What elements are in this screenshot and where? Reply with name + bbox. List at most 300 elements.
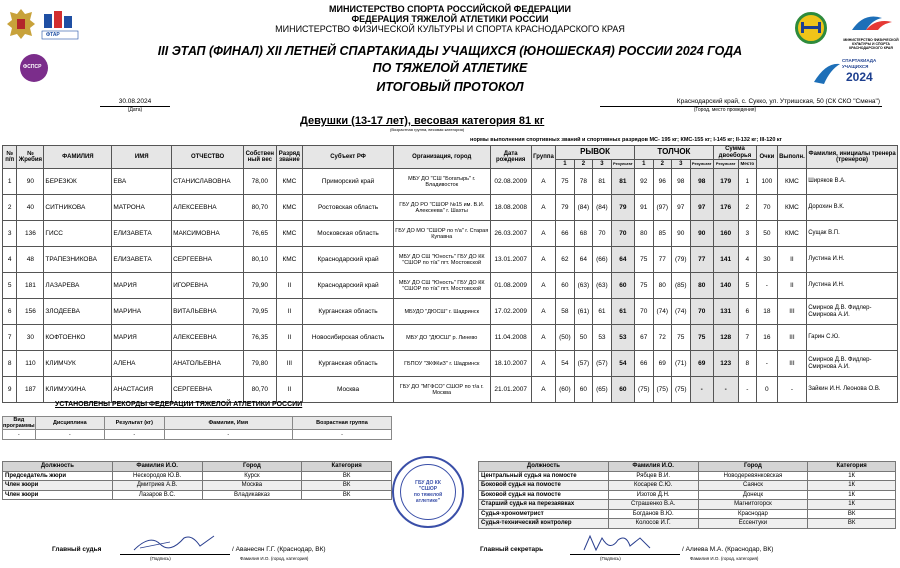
athlete-total: -	[713, 377, 738, 403]
athlete-s2: 68	[574, 221, 593, 247]
secretary-signature	[580, 530, 670, 554]
athlete-c1: 67	[635, 325, 654, 351]
athlete-s1: (60)	[556, 377, 575, 403]
athlete-row	[3, 377, 898, 403]
athlete-place: 2	[3, 195, 17, 221]
col-snatch: РЫВОК	[556, 146, 635, 160]
krai-ministry-logo	[842, 10, 900, 50]
athlete-s1: 75	[556, 169, 575, 195]
athlete-s2: (63)	[574, 273, 593, 299]
athlete-c2: (75)	[653, 377, 672, 403]
athlete-s1: 54	[556, 351, 575, 377]
athlete-region: Курганская область	[303, 299, 394, 325]
spartakiada-2024-logo	[812, 58, 900, 88]
athlete-name: АНАСТАСИЯ	[112, 377, 172, 403]
athlete-done: КМС	[777, 169, 807, 195]
athlete-cr: 69	[690, 351, 713, 377]
athlete-s1: (50)	[556, 325, 575, 351]
athlete-region: Московская область	[303, 221, 394, 247]
athlete-place: 5	[3, 273, 17, 299]
athlete-row	[3, 299, 898, 325]
col-total: Сумма двоеборья	[713, 146, 756, 160]
judge-city: Саянск	[698, 481, 808, 491]
col-dob: Дата рождения	[490, 146, 531, 169]
athlete-coach: Смирнов Д.В. Фидлер-Смирнова А.И.	[807, 299, 898, 325]
athlete-org: ГБУ ДО МО "СШОР по т/а" г. Старая Купавна	[393, 221, 490, 247]
athlete-done: II	[777, 273, 807, 299]
judge-city: Курск	[202, 471, 302, 481]
athlete-place: 9	[3, 377, 17, 403]
chief-judge-name-caption: Фамилия И.О. (город, категория)	[240, 556, 309, 561]
athlete-coach: Лустина И.Н.	[807, 247, 898, 273]
athlete-sr: 61	[611, 299, 634, 325]
judge-row	[479, 481, 896, 491]
judge-row	[3, 471, 392, 481]
athlete-place: 6	[3, 299, 17, 325]
athlete-points: 30	[757, 247, 778, 273]
athlete-lot: 110	[17, 351, 44, 377]
athlete-points: -	[757, 273, 778, 299]
judge-name: Дмитриев А.В.	[112, 481, 202, 491]
judge-city: Владикавказ	[202, 490, 302, 500]
athlete-place: 8	[3, 351, 17, 377]
event-date: 30.08.2024	[118, 98, 152, 105]
judge-row	[3, 490, 392, 500]
judge-row	[479, 519, 896, 529]
federation-heading: ФЕДЕРАЦИЯ ТЯЖЕЛОЙ АТЛЕТИКИ РОССИИ	[351, 14, 549, 24]
athlete-rank: II	[276, 273, 303, 299]
athlete-org: МБУ ДО СШ "Юность" ГБУ ДО КК "СШОР по т/а" пгт. Мостовской	[393, 273, 490, 299]
athlete-c3: 90	[672, 221, 691, 247]
athlete-name: ЕЛИЗАВЕТА	[112, 247, 172, 273]
athlete-c3: (75)	[672, 377, 691, 403]
athlete-c1: 70	[635, 299, 654, 325]
athlete-s2: (84)	[574, 195, 593, 221]
athlete-cr: 77	[690, 247, 713, 273]
athlete-coach: Лустина И.Н.	[807, 273, 898, 299]
athlete-total: 176	[713, 195, 738, 221]
records-cell: -	[3, 430, 36, 440]
athlete-rank: КМС	[276, 169, 303, 195]
judge-category: ВК	[302, 471, 392, 481]
secretary-sign-caption: (Подпись)	[600, 556, 621, 561]
athlete-s1: 62	[556, 247, 575, 273]
judge-row	[479, 509, 896, 519]
athlete-cr: 98	[690, 169, 713, 195]
athlete-surname: ЗЛОДЕЕВА	[44, 299, 112, 325]
athlete-lot: 136	[17, 221, 44, 247]
stamp-line3: по тяжелой	[413, 492, 443, 498]
spartakiada-logo	[795, 12, 827, 44]
col-lot: № Жребия	[17, 146, 44, 169]
athlete-dob: 26.03.2007	[490, 221, 531, 247]
athlete-tplace: 7	[738, 325, 757, 351]
athlete-row	[3, 169, 898, 195]
col-snatch-1: 1	[556, 160, 575, 169]
judge-name: Колосов И.Г.	[608, 519, 698, 529]
chief-judge-sign-caption: (Подпись)	[150, 556, 171, 561]
athlete-name: МАРИНА	[112, 299, 172, 325]
athlete-region: Краснодарский край	[303, 273, 394, 299]
athlete-surname: СИТНИКОВА	[44, 195, 112, 221]
fspsr-logo	[20, 54, 48, 82]
athlete-s1: 58	[556, 299, 575, 325]
athlete-done: III	[777, 351, 807, 377]
athlete-s3: (84)	[593, 195, 612, 221]
athlete-c3: (71)	[672, 351, 691, 377]
athlete-tplace: -	[738, 377, 757, 403]
judge-row	[479, 490, 896, 500]
athlete-c1: 80	[635, 221, 654, 247]
athlete-tplace: 2	[738, 195, 757, 221]
judge-name: Богданов В.Ю.	[608, 509, 698, 519]
athlete-coach: Сущак В.П.	[807, 221, 898, 247]
athlete-sr: 64	[611, 247, 634, 273]
athlete-org: ГБУ ДО "МГФСО" СШОР по т/а г. Москва	[393, 377, 490, 403]
records-col-age: Возрастная группа	[292, 417, 391, 430]
chief-judge-label: Главный судья	[52, 546, 102, 553]
stamp-line1: ГБУ ДО КК	[415, 480, 441, 486]
athlete-points: 18	[757, 299, 778, 325]
athlete-org: МБУ ДО СШ "Юность" ГБУ ДО КК "СШОР по т/а" пгт. Мостовской	[393, 247, 490, 273]
ftar-logo	[40, 8, 82, 42]
col-snatch-result: Результат	[611, 160, 634, 169]
athlete-c3: 98	[672, 169, 691, 195]
jury-table	[2, 461, 392, 500]
athlete-tplace: 6	[738, 299, 757, 325]
athlete-total: 123	[713, 351, 738, 377]
secretary-label: Главный секретарь	[480, 546, 544, 553]
athlete-sr: 54	[611, 351, 634, 377]
referees-col-position: Должность	[479, 462, 609, 472]
judge-position: Судья-хронометрист	[479, 509, 609, 519]
judge-name: Косарев С.Ю.	[608, 481, 698, 491]
athlete-name: МАТРОНА	[112, 195, 172, 221]
records-col-name: Фамилия, Имя	[164, 417, 292, 430]
judge-city: Новодеревянковская	[698, 471, 808, 481]
judge-city: Краснодар	[698, 509, 808, 519]
athlete-rank: II	[276, 299, 303, 325]
athlete-total: 131	[713, 299, 738, 325]
judge-category: 1К	[808, 500, 896, 510]
athlete-sr: 81	[611, 169, 634, 195]
athlete-dob: 02.08.2009	[490, 169, 531, 195]
athlete-dob: 21.01.2007	[490, 377, 531, 403]
place-caption: (Город, место проведения)	[693, 107, 757, 113]
col-total-result: Результат	[713, 160, 738, 169]
athlete-group: А	[531, 169, 555, 195]
athlete-done: II	[777, 247, 807, 273]
weight-category-title: Девушки (13-17 лет), весовая категория 81 кг	[300, 115, 545, 127]
athlete-lot: 187	[17, 377, 44, 403]
athlete-patronymic: ВИТАЛЬЕВНА	[172, 299, 244, 325]
athlete-place: 7	[3, 325, 17, 351]
athlete-cr: 80	[690, 273, 713, 299]
athlete-s2: (61)	[574, 299, 593, 325]
athlete-points: -	[757, 351, 778, 377]
records-col-type: Вид программы	[3, 417, 35, 429]
judge-category: 1К	[808, 471, 896, 481]
col-surname: ФАМИЛИЯ	[44, 146, 112, 169]
athlete-rank: КМС	[276, 195, 303, 221]
athlete-weight: 80,10	[244, 247, 276, 273]
judge-name: Страшенко В.А.	[608, 500, 698, 510]
athlete-total: 140	[713, 273, 738, 299]
athlete-s3: 70	[593, 221, 612, 247]
athlete-dob: 18.08.2008	[490, 195, 531, 221]
spartakiada-2024-line1: СПАРТАКИАДА	[842, 58, 877, 63]
judge-category: ВК	[302, 490, 392, 500]
col-name: ИМЯ	[112, 146, 172, 169]
athlete-c2: 69	[653, 351, 672, 377]
athlete-dob: 11.04.2008	[490, 325, 531, 351]
athlete-points: 70	[757, 195, 778, 221]
athlete-dob: 17.02.2009	[490, 299, 531, 325]
athlete-weight: 79,80	[244, 351, 276, 377]
athlete-s3: (65)	[593, 377, 612, 403]
athlete-group: А	[531, 377, 555, 403]
athlete-name: АЛЕНА	[112, 351, 172, 377]
col-points: Очки	[757, 146, 778, 169]
athlete-region: Краснодарский край	[303, 247, 394, 273]
athlete-region: Новосибирская область	[303, 325, 394, 351]
athlete-patronymic: АЛЕКСЕЕВНА	[172, 195, 244, 221]
athlete-name: ЕВА	[112, 169, 172, 195]
athlete-rank: III	[276, 351, 303, 377]
athlete-weight: 76,65	[244, 221, 276, 247]
judge-position: Председатель жюри	[3, 471, 113, 481]
athlete-s3: 61	[593, 299, 612, 325]
athlete-coach: Зайкин И.Н. Леонова О.В.	[807, 377, 898, 403]
athlete-surname: ТРАПЕЗНИКОВА	[44, 247, 112, 273]
col-cj-3: 3	[672, 160, 691, 169]
athlete-cr: 70	[690, 299, 713, 325]
athlete-weight: 79,90	[244, 273, 276, 299]
athlete-c2: (74)	[653, 299, 672, 325]
spartakiada-2024-line2: УЧАЩИХСЯ	[842, 64, 869, 69]
athlete-s3: (57)	[593, 351, 612, 377]
official-stamp	[392, 456, 464, 528]
athlete-surname: КОФТОЕНКО	[44, 325, 112, 351]
athlete-sr: 53	[611, 325, 634, 351]
athlete-group: А	[531, 351, 555, 377]
athlete-name: ЕЛИЗАВЕТА	[112, 221, 172, 247]
records-table	[2, 416, 392, 440]
col-cj-result: Результат	[690, 160, 713, 169]
athlete-sr: 60	[611, 273, 634, 299]
judge-name: Нескородов Ю.В.	[112, 471, 202, 481]
col-rank: Разряд звание	[276, 146, 303, 169]
judge-position: Член жюри	[3, 481, 113, 491]
athlete-c3: (74)	[672, 299, 691, 325]
athlete-surname: БЕРЕЗЮК	[44, 169, 112, 195]
athlete-region: Москва	[303, 377, 394, 403]
athlete-c1: 75	[635, 273, 654, 299]
col-snatch-3: 3	[593, 160, 612, 169]
athlete-s2: 78	[574, 169, 593, 195]
secretary-sign-line	[570, 554, 680, 555]
judge-position: Судья-технический контролер	[479, 519, 609, 529]
athlete-sr: 60	[611, 377, 634, 403]
athlete-points: 16	[757, 325, 778, 351]
chief-judge-sign-line	[120, 554, 230, 555]
athlete-org: МБУ ДО "СШ "Богатырь" г. Владивосток	[393, 169, 490, 195]
athlete-s2: 50	[574, 325, 593, 351]
athlete-cr: -	[690, 377, 713, 403]
athlete-weight: 78,00	[244, 169, 276, 195]
athlete-coach: Смирнов Д.В. Фидлер-Смирнова А.И.	[807, 351, 898, 377]
athlete-group: А	[531, 195, 555, 221]
athlete-region: Ростовская область	[303, 195, 394, 221]
judge-row	[479, 471, 896, 481]
records-col-discipline: Дисциплина	[35, 417, 104, 430]
athlete-c2: 85	[653, 221, 672, 247]
athlete-surname: КЛИМЧУК	[44, 351, 112, 377]
records-col-result: Результат (кг)	[105, 417, 165, 430]
athlete-coach: Гарин С.Ю.	[807, 325, 898, 351]
chief-judge-signature	[130, 530, 220, 554]
athlete-sr: 79	[611, 195, 634, 221]
athlete-total: 141	[713, 247, 738, 273]
athlete-name: МАРИЯ	[112, 273, 172, 299]
athlete-c3: 97	[672, 195, 691, 221]
athlete-done: КМС	[777, 195, 807, 221]
referees-col-name: Фамилия И.О.	[608, 462, 698, 472]
athlete-weight: 80,70	[244, 377, 276, 403]
athlete-row	[3, 273, 898, 299]
athlete-weight: 80,70	[244, 195, 276, 221]
athlete-weight: 79,95	[244, 299, 276, 325]
athlete-place: 4	[3, 247, 17, 273]
event-place: Краснодарский край, с. Сукко, ул. Утришская, 50 (СК СКО "Смена")	[676, 98, 880, 105]
category-caption: (Возрастная группа, весовая категория)	[390, 127, 465, 132]
athlete-s3: 81	[593, 169, 612, 195]
athlete-dob: 13.01.2007	[490, 247, 531, 273]
judge-name: Рябцев В.И.	[608, 471, 698, 481]
athlete-c1: 91	[635, 195, 654, 221]
athlete-group: А	[531, 221, 555, 247]
athlete-cr: 97	[690, 195, 713, 221]
protocol-title: ИТОГОВЫЙ ПРОТОКОЛ	[376, 80, 524, 94]
jury-col-city: Город	[202, 462, 302, 472]
judge-position: Боковой судья на помосте	[479, 490, 609, 500]
athlete-dob: 01.08.2009	[490, 273, 531, 299]
athlete-c2: 96	[653, 169, 672, 195]
athlete-s1: 66	[556, 221, 575, 247]
col-group: Группа	[531, 146, 555, 169]
athlete-row	[3, 351, 898, 377]
judge-name: Лазаров В.С.	[112, 490, 202, 500]
athlete-tplace: 3	[738, 221, 757, 247]
records-cell: -	[292, 430, 391, 440]
athlete-c1: (75)	[635, 377, 654, 403]
athlete-lot: 48	[17, 247, 44, 273]
athlete-s3: (66)	[593, 247, 612, 273]
athlete-c2: 77	[653, 247, 672, 273]
athlete-cr: 75	[690, 325, 713, 351]
athlete-s2: 60	[574, 377, 593, 403]
judge-city: Москва	[202, 481, 302, 491]
athlete-c1: 75	[635, 247, 654, 273]
date-caption: (Дата)	[127, 107, 143, 113]
athlete-c2: 72	[653, 325, 672, 351]
athlete-surname: ЛАЗАРЕВА	[44, 273, 112, 299]
judge-position: Центральный судья на помосте	[479, 471, 609, 481]
athlete-tplace: 8	[738, 351, 757, 377]
athlete-org: МБУДО "ДЮСШ" г. Шадринск	[393, 299, 490, 325]
col-region: Субъект РФ	[303, 146, 394, 169]
chief-judge-name: / Аванесян Г.Г. (Краснодар, ВК)	[232, 546, 326, 553]
athlete-s1: 60	[556, 273, 575, 299]
athlete-tplace: 1	[738, 169, 757, 195]
col-patronymic: ОТЧЕСТВО	[172, 146, 244, 169]
athlete-lot: 156	[17, 299, 44, 325]
athlete-c3: (79)	[672, 247, 691, 273]
coat-of-arms-logo	[4, 6, 38, 42]
stamp-line4: атлетике"	[415, 498, 441, 504]
judge-category: ВК	[808, 509, 896, 519]
athlete-place: 1	[3, 169, 17, 195]
athlete-done: III	[777, 299, 807, 325]
athlete-row	[3, 221, 898, 247]
athlete-dob: 18.10.2007	[490, 351, 531, 377]
athlete-done: КМС	[777, 221, 807, 247]
judge-category: 1К	[808, 481, 896, 491]
athlete-c3: (85)	[672, 273, 691, 299]
judge-city: Ессентуки	[698, 519, 808, 529]
athlete-done: III	[777, 325, 807, 351]
athlete-group: А	[531, 299, 555, 325]
col-cj-2: 2	[653, 160, 672, 169]
rank-norms: нормы выполнения спортивных званий и спортивных разрядов МС- 195 кг; КМС-155 кг; I-145 кг; II-132 кг; III-120 кг	[470, 137, 782, 143]
athlete-surname: КЛИМУХИНА	[44, 377, 112, 403]
athlete-weight: 76,35	[244, 325, 276, 351]
athlete-coach: Ширяков В.А.	[807, 169, 898, 195]
athlete-rank: II	[276, 325, 303, 351]
athlete-coach: Дорохин В.К.	[807, 195, 898, 221]
col-place: № п/п	[3, 146, 17, 169]
athlete-c1: 66	[635, 351, 654, 377]
referees-col-city: Город	[698, 462, 808, 472]
athlete-total: 160	[713, 221, 738, 247]
referees-col-category: Категория	[808, 462, 896, 472]
athlete-org: ГБУ ДО РО "СШОР №15 им. В.И. Алексеева" г. Шахты	[393, 195, 490, 221]
athlete-patronymic: СТАНИСЛАВОВНА	[172, 169, 244, 195]
athlete-name: МАРИЯ	[112, 325, 172, 351]
athlete-points: 50	[757, 221, 778, 247]
records-cell: -	[164, 430, 292, 440]
results-table	[2, 145, 898, 403]
col-done: Выполн.	[777, 146, 807, 169]
athlete-c2: 80	[653, 273, 672, 299]
athlete-patronymic: СЕРГЕЕВНА	[172, 377, 244, 403]
judge-category: ВК	[808, 519, 896, 529]
athlete-rank: II	[276, 377, 303, 403]
judge-category: ВК	[302, 481, 392, 491]
ministry-heading: МИНИСТЕРСТВО СПОРТА РОССИЙСКОЙ ФЕДЕРАЦИИ	[329, 4, 571, 14]
athlete-org: ГБПОУ "ЗКФКиЗ" г. Шадринск	[393, 351, 490, 377]
judge-category: 1К	[808, 490, 896, 500]
athlete-row	[3, 325, 898, 351]
athlete-row	[3, 195, 898, 221]
athlete-lot: 40	[17, 195, 44, 221]
athlete-lot: 181	[17, 273, 44, 299]
event-title: III ЭТАП (ФИНАЛ) XII ЛЕТНЕЙ СПАРТАКИАДЫ УЧАЩИХСЯ (ЮНОШЕСКАЯ) РОССИИ 2024 ГОДА	[157, 44, 743, 58]
col-coach: Фамилия, инициалы тренера (тренеров)	[807, 146, 898, 169]
records-cell: -	[105, 430, 165, 440]
event-subtitle: ПО ТЯЖЕЛОЙ АТЛЕТИКЕ	[372, 61, 528, 75]
secretary-name-caption: Фамилия И.О. (город, категория)	[690, 556, 759, 561]
